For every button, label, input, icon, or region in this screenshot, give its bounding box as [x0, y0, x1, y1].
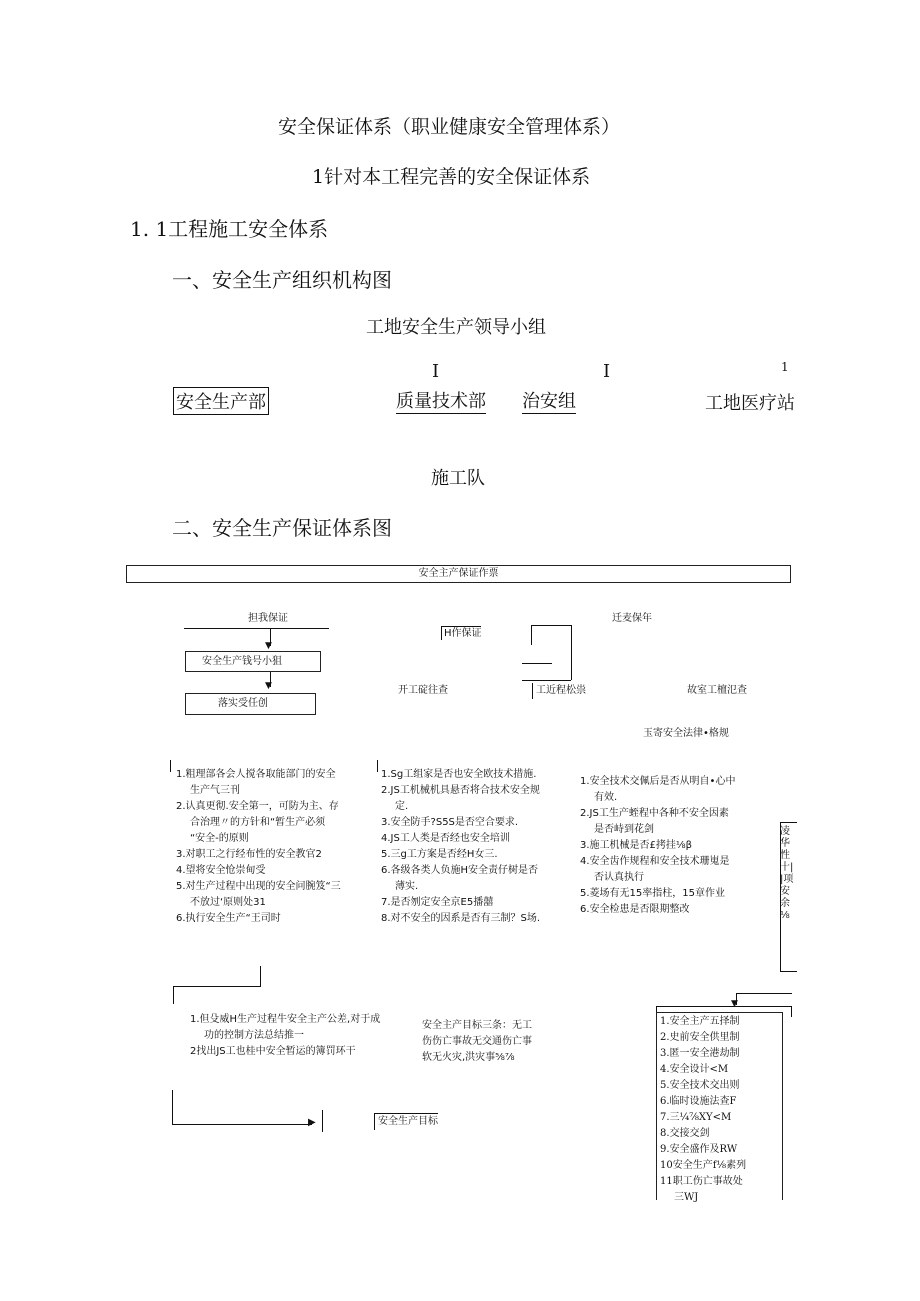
list-item: 5.对生产过程中出现的安全问腕笈“三	[176, 881, 341, 892]
side-bracket-label: 凌华性十||项安余⅛	[780, 826, 794, 921]
section-heading-1-1: 1. 1工程施工安全体系	[130, 217, 329, 241]
list-item: 1.但殳威H生产过程牛安全主产公差,对于成	[190, 1014, 381, 1025]
target-arrow-riser	[172, 1090, 173, 1124]
list-item: 3.施工机械是否£拷挂⅛β	[580, 840, 692, 851]
list-item: 软无火灾,洪灾事⅝⅞	[422, 1052, 515, 1063]
list-item: 不放过‘原则处31	[190, 897, 266, 908]
list-item: 9.安全盛作及RW	[660, 1144, 738, 1155]
list-item: 5.安全技术交出则	[660, 1080, 740, 1091]
list-item: 薄实.	[395, 881, 419, 892]
org-leader-group: 工地安全生产领导小组	[366, 317, 546, 338]
col1-top-rule	[184, 628, 329, 629]
list-item: 11职工伤亡事故处	[660, 1176, 743, 1187]
list-item: 1.Sg工组家是否也安全欧技术措施.	[381, 769, 537, 780]
document-title: 安全保证体系（职业健康安全管理体系）	[278, 116, 621, 138]
col3-checklist	[580, 774, 735, 918]
col2-bracket-bottom	[522, 680, 571, 681]
right-list-arrowhead: ▼	[731, 999, 738, 1009]
improvement-list	[190, 1012, 380, 1060]
col2-bracket-right	[571, 625, 572, 680]
list-item: 功的控制方法总结推一	[204, 1030, 304, 1041]
list-item: 5.菱场有无15率指柱，15章作业	[580, 888, 725, 899]
col1-leader-label: 安全生产钱号小狙	[202, 656, 282, 667]
col1-arrowhead-2: ▼	[265, 681, 272, 691]
list-item: 否认真执行	[594, 872, 644, 883]
col2-startup-check: 开工碇往查	[398, 685, 448, 696]
target-arrow-line	[172, 1124, 312, 1125]
list-item: 3.匿一安全港劫制	[660, 1048, 740, 1059]
org-dept-medical: 工地医疗站	[705, 393, 795, 414]
target-arrow-stop	[322, 1110, 323, 1132]
col3-rule-guarantee: 迁麦保年	[612, 613, 652, 624]
org-connector-mark-far: 1	[781, 360, 789, 374]
org-connector-mark-left: I	[432, 361, 440, 382]
safety-target-label: 安全生产目标	[374, 1113, 438, 1130]
col1-leader-box	[185, 651, 321, 672]
list-item: 定.	[395, 801, 409, 812]
right-list-connector-top	[736, 993, 792, 994]
list-item: 4.安全设计<M	[660, 1064, 729, 1075]
list-item: 10安全生产f⅛素列	[660, 1160, 747, 1171]
bottom-left-bracket-riser	[260, 966, 261, 986]
diagram-header-label: 安全主产保证作票	[418, 568, 499, 579]
list-item: 合治理〃的方针和“暂生产必须	[190, 817, 326, 828]
list-item: 2找出JS工也桂中安全暂运的簿罚环干	[190, 1046, 356, 1057]
list-item: 4.望将安全怆崇甸受	[176, 865, 266, 876]
bottom-left-bracket-top	[173, 986, 261, 987]
col2-list-marker	[377, 760, 378, 772]
col1-list-marker	[170, 760, 171, 772]
list-item: 3.安全防手?S5S是否空合要求.	[381, 817, 519, 828]
list-item: 1.安全主产五择制	[660, 1016, 740, 1027]
safety-systems-list	[660, 1014, 746, 1206]
col2-work-guarantee: H作保证	[444, 628, 482, 639]
col2-bracket-mid	[522, 663, 552, 664]
list-item: 安全主产目标三条：无工	[422, 1020, 532, 1031]
org-dept-security: 治安组	[522, 387, 576, 414]
list-item: 3.对职工之行经布性的安全教官2	[176, 849, 322, 860]
diagram-header-box	[126, 565, 791, 583]
col2-bracket-left	[531, 625, 532, 645]
section-heading-1: 1针对本工程完善的安全保证体系	[312, 166, 591, 188]
list-item: 伤伤亡事故无交通伤亡事	[422, 1036, 532, 1047]
list-item: 4.JS工人类是否经也安全培训	[381, 833, 510, 844]
list-item: 8.交接交剑	[660, 1128, 710, 1139]
col2-checklist	[381, 767, 540, 927]
list-item: 6.各级各类人负施H安全责仔树是否	[381, 865, 539, 876]
col1-arrowhead-1: ▼	[265, 641, 272, 651]
list-item: 生产气三刊	[190, 785, 240, 796]
list-item: 2.JS工生产蛭程中各种不安全因素	[580, 808, 729, 819]
bottom-left-bracket-drop	[173, 986, 174, 1004]
list-item: 1.安全技术交佩后是否从明自•心中	[580, 776, 736, 787]
list-item: 5.三g工方案是否经H女三.	[381, 849, 498, 860]
list-item: 4.安全齿作规程和安全技术珊嵬是	[580, 856, 730, 867]
org-dept-quality: 质量技术部	[396, 387, 486, 414]
col3-fault-check: 故室工檀氾查	[687, 685, 747, 696]
org-connector-mark-right: I	[603, 361, 611, 382]
list-item: 7.是否刎定安全京E5播囍	[381, 897, 494, 908]
list-item: 8.对不安全的因系是否有三制？S场.	[381, 913, 541, 924]
list-item: 6.临时设施法查F	[660, 1096, 737, 1107]
list-item: 2.认真更彻.安全第一，可防为主、存	[176, 801, 339, 812]
list-item: 三WJ	[674, 1192, 699, 1203]
list-item: 2.史前安全供里制	[660, 1032, 740, 1043]
col2-process-check: 工近程松祟	[532, 683, 586, 699]
col3-law-label: 玉寄安全法律•格规	[643, 728, 729, 739]
list-item: 1.粗理部各会人搅各取能部门的安全	[176, 769, 336, 780]
col1-checklist	[176, 767, 341, 927]
col1-thought-guarantee: 担我保证	[248, 613, 288, 624]
list-item: 6.安全检患是否限期整改	[580, 904, 690, 915]
section-heading-org-chart: 一、安全生产组织机构图	[172, 268, 392, 292]
col2-bracket-top	[531, 625, 571, 626]
list-item: 6.执行安全生产“王司时	[176, 913, 281, 924]
list-item: 是否峙到花剑	[594, 824, 654, 835]
org-construction-team: 施工队	[431, 468, 485, 489]
list-item: 2.JS工机械机具悬否将合技术安全规	[381, 785, 540, 796]
col1-duty-box	[185, 693, 316, 715]
list-item: 有效.	[594, 792, 618, 803]
list-item: “安全-的原则	[190, 833, 249, 844]
col2-work-bracket	[441, 626, 442, 640]
org-dept-safety: 安全生产部	[173, 387, 269, 415]
list-item: 7.三¼⅞XY<M	[660, 1112, 732, 1123]
section-heading-guarantee-system: 二、安全生产保证体系图	[172, 516, 392, 540]
col1-duty-label: 落实受任创	[218, 698, 268, 709]
target-arrowhead: ▶	[308, 1117, 316, 1128]
safety-target-description	[422, 1018, 532, 1066]
